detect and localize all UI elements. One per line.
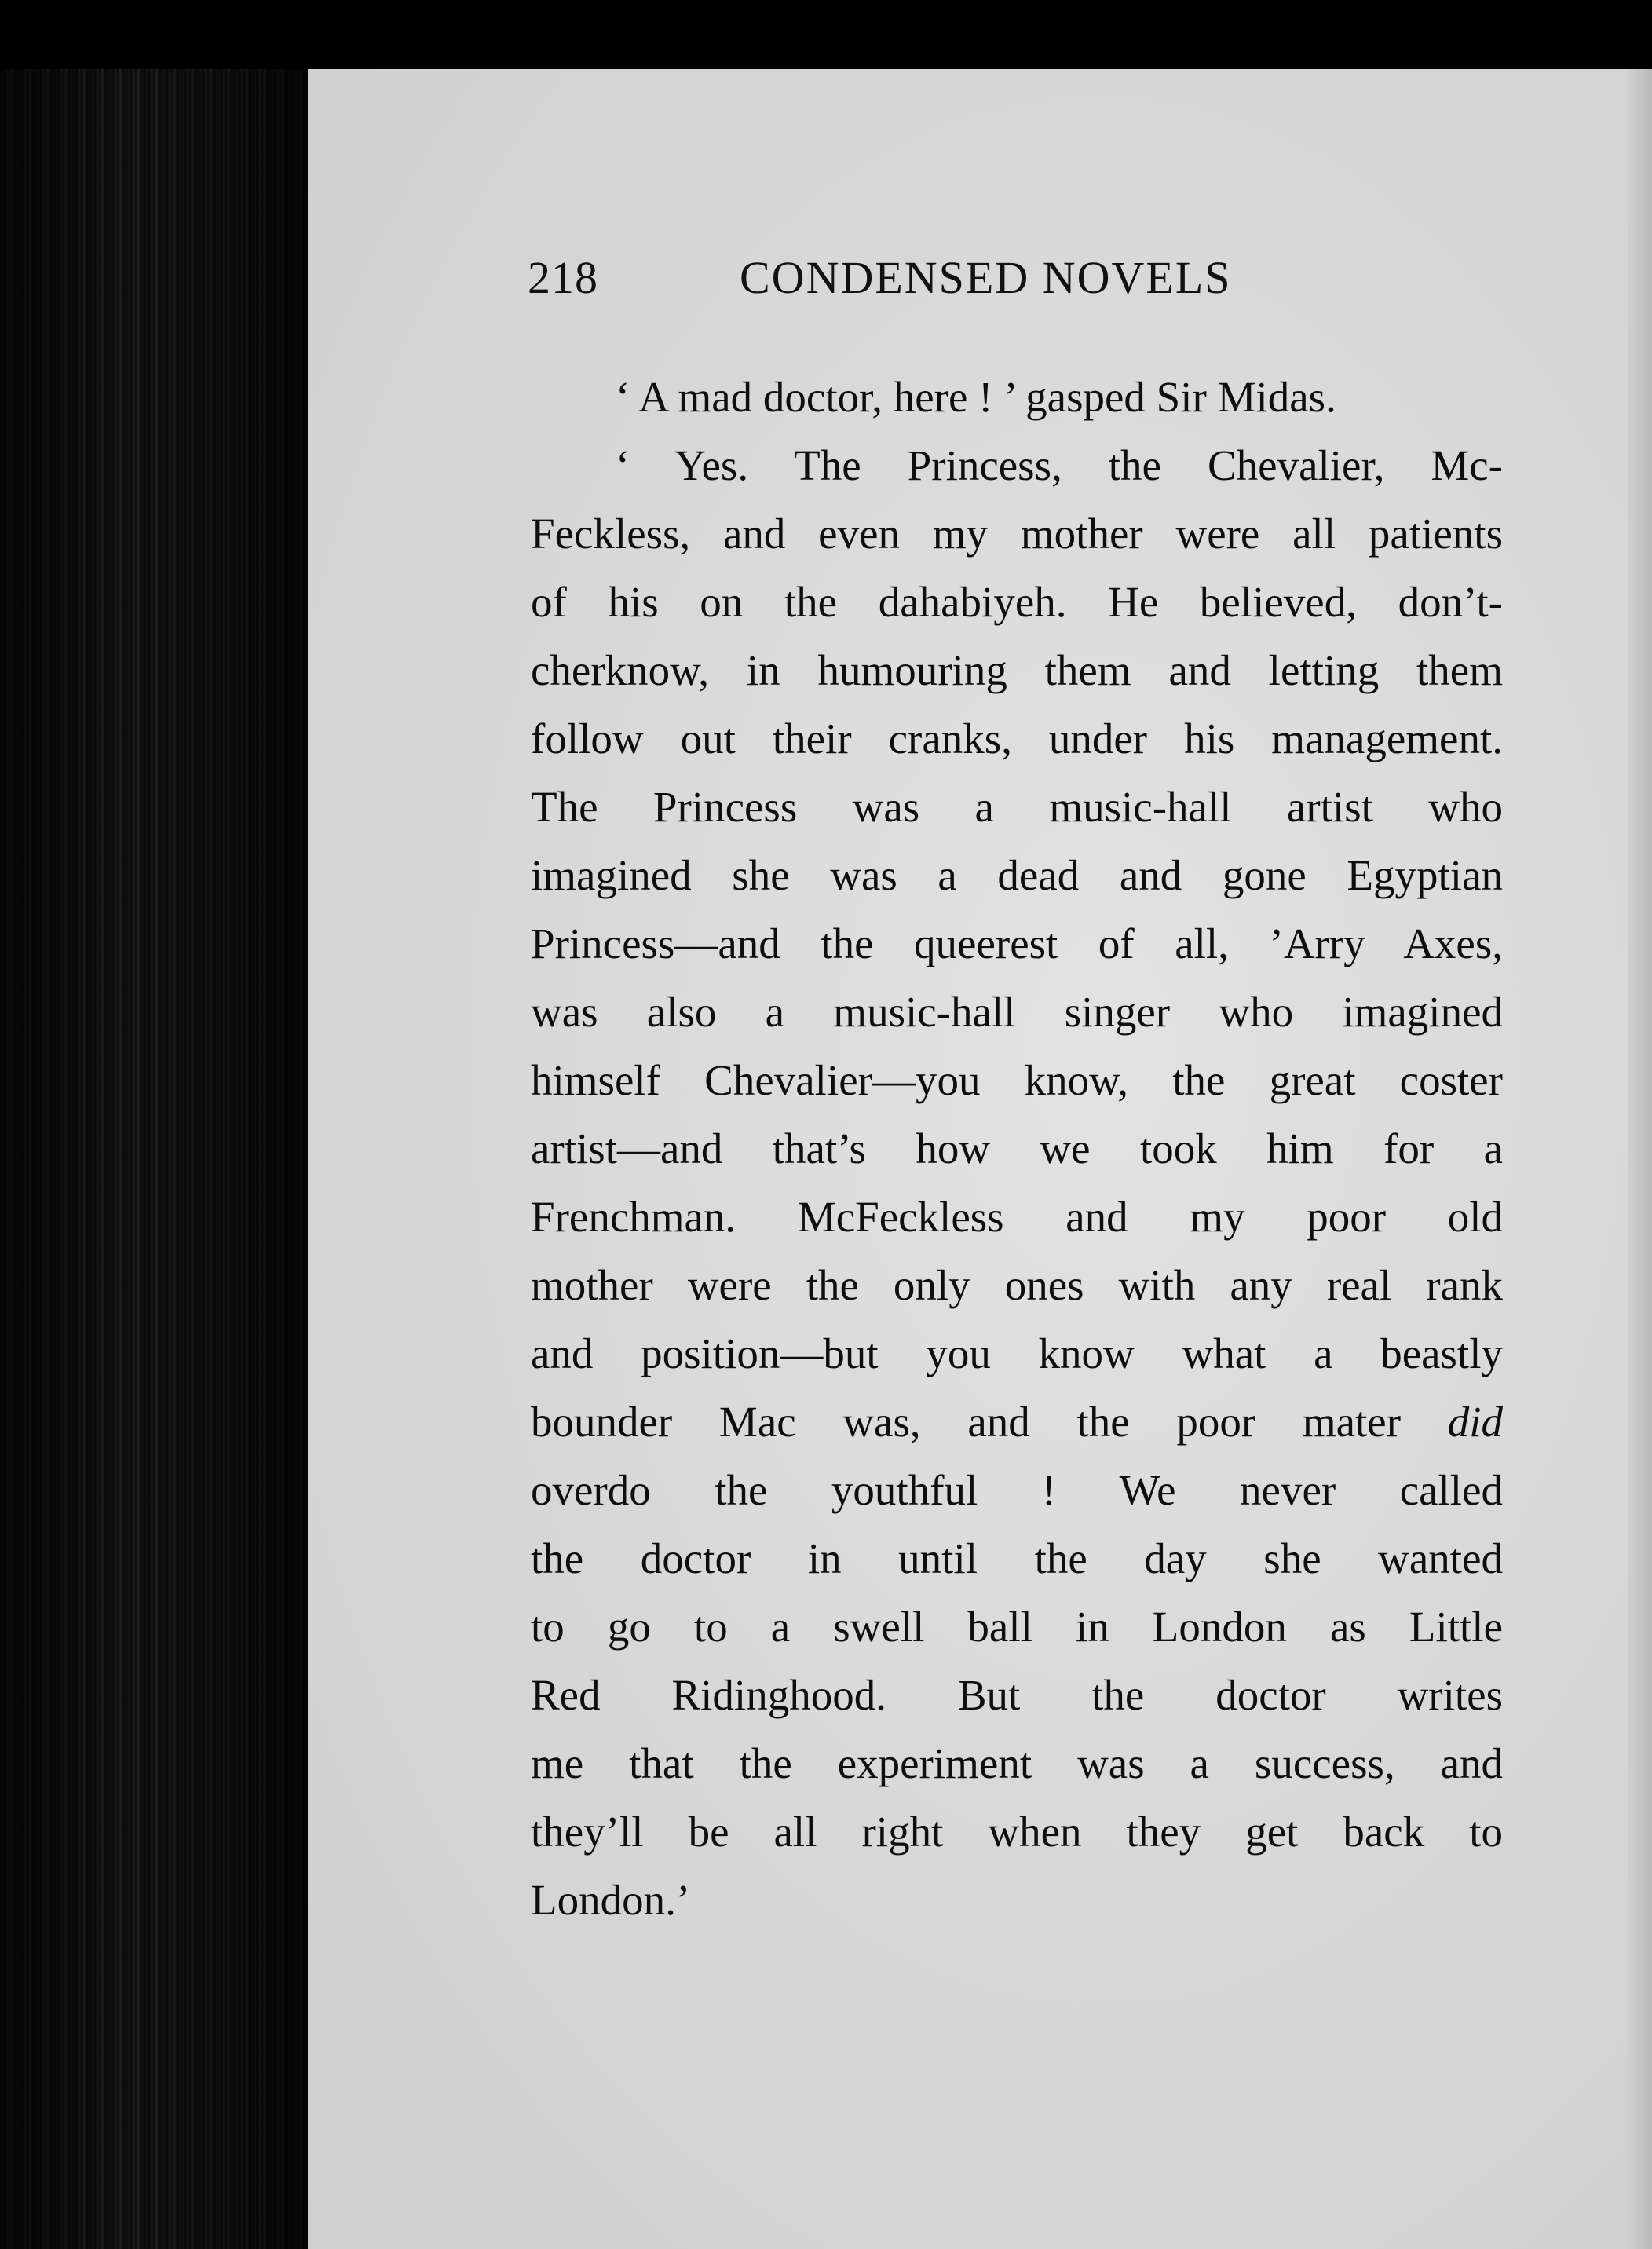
text-line: cherknow, in humouring them and letting them [531,646,1503,694]
text-line: The Princess was a music-hall artist who [531,783,1503,831]
text-line: was also a music-hall singer who imagined [531,988,1503,1036]
body-text [531,363,1503,1934]
text-line: himself Chevalier—you know, the great coster [531,1056,1503,1104]
text-line: follow out their cranks, under his management. [531,715,1503,762]
text-line: overdo the youthful ! We never called [531,1466,1503,1514]
text-line: ‘ Yes. The Princess, the Chevalier, Mc- [616,441,1503,489]
running-title: CONDENSED NOVELS [740,252,1232,303]
page-number: 218 [528,252,598,303]
book-edge-shadow [0,47,314,2249]
page-header [528,251,1313,322]
text-line: mother were the only ones with any real rank [531,1261,1503,1309]
text-line: and position—but you know what a beastly [531,1329,1503,1377]
text-line: ‘ A mad doctor, here ! ’ gasped Sir Midas. [616,373,1336,421]
text-line-with-italic [531,1388,1503,1456]
text-line: imagined she was a dead and gone Egyptian [531,851,1503,899]
italic-word: did [1447,1398,1504,1446]
text-line: me that the experiment was a success, and [531,1739,1503,1787]
text-line: artist—and that’s how we took him for a [531,1124,1503,1172]
text-line: Feckless, and even my mother were all patients [531,510,1503,558]
text-line-part: bounder Mac was, and the poor mater [531,1398,1402,1446]
text-line: they’ll be all right when they get back to [531,1808,1503,1856]
text-line: the doctor in until the day she wanted [531,1534,1503,1582]
text-line: Red Ridinghood. But the doctor writes [531,1671,1503,1719]
scan-top-border [0,0,1652,69]
text-line: of his on the dahabiyeh. He believed, don’t- [531,578,1503,626]
text-line: Frenchman. McFeckless and my poor old [531,1193,1503,1241]
text-line: Princess—and the queerest of all, ’Arry Axes, [531,920,1503,967]
page-right-edge [1628,69,1652,2249]
text-line: London.’ [531,1876,691,1924]
text-line: to go to a swell ball in London as Little [531,1603,1503,1651]
